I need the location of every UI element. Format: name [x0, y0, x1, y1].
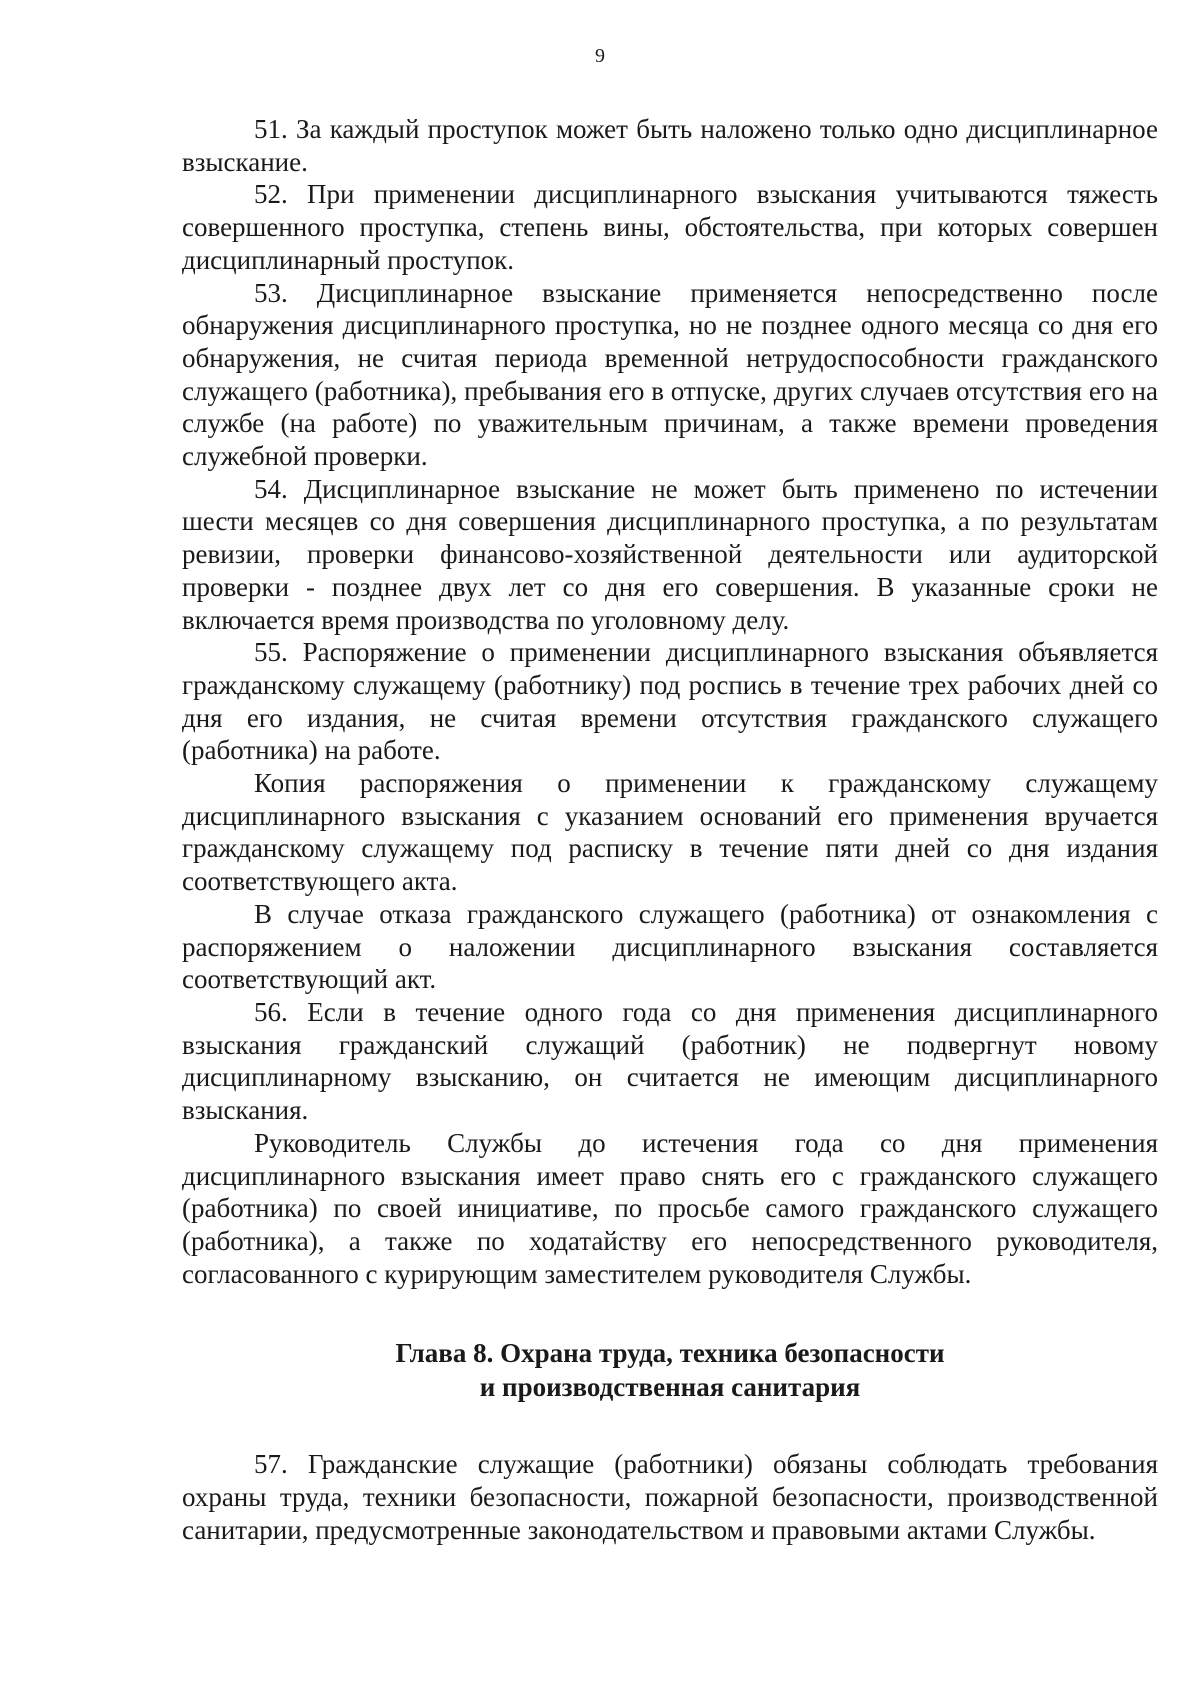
paragraph-55-refusal: В случае отказа гражданского служащего (работника) от ознакомления с распоряжением о наложении дисциплинарного взыскания составляется соответствующий акт.	[182, 898, 1158, 995]
paragraph-56-head: Руководитель Службы до истечения года со дня применения дисциплинарного взыскания имеет право снять его с гражданского служащего (работника) по своей инициативе, по просьбе самого гражданского служащего (работника), а также по ходатайству его непосредственного руководителя, согласованного с курирующим заместителем руководителя Службы.	[182, 1127, 1158, 1289]
page-number: 9	[595, 45, 605, 67]
paragraph-56: 56. Если в течение одного года со дня применения дисциплинарного взыскания гражданский служащий (работник) не подвергнут новому дисциплинарному взысканию, он считается не имеющим дисциплинарного взыскания.	[182, 996, 1158, 1126]
paragraph-57: 57. Гражданские служащие (работники) обязаны соблюдать требования охраны труда, техники безопасности, пожарной безопасности, производственной санитарии, предусмотренные законодательством и правовыми актами Службы.	[182, 1449, 1158, 1545]
paragraph-54: 54. Дисциплинарное взыскание не может быть применено по истечении шести месяцев со дня совершения дисциплинарного проступка, а по результатам ревизии, проверки финансово-хозяйственной деятельности или аудиторской проверки - позднее двух лет со дня его совершения. В указанные сроки не включается время производства по уголовному делу.	[182, 473, 1158, 635]
paragraph-51: 51. За каждый проступок может быть наложено только одно дисциплинарное взыскание.	[182, 114, 1158, 177]
paragraph-55: 55. Распоряжение о применении дисциплинарного взыскания объявляется гражданскому служащему (работнику) под роспись в течение трех рабочих дней со дня его издания, не считая времени отсутствия гражданского служащего (работника) на работе.	[182, 637, 1158, 766]
chapter-title-line-1: Глава 8. Охрана труда, техника безопасности	[395, 1338, 945, 1369]
paragraph-55-copy: Копия распоряжения о применении к гражданскому служащему дисциплинарного взыскания с указанием оснований его применения вручается гражданскому служащему под расписку в течение пяти дней со дня издания соответствующего акта.	[182, 768, 1158, 897]
paragraph-53: 53. Дисциплинарное взыскание применяется непосредственно после обнаружения дисциплинарного проступка, но не позднее одного месяца со дня его обнаружения, не считая периода временной нетрудоспособности гражданского служащего (работника), пребывания его в отпуске, других случаев отсутствия его на службе (на работе) по уважительным причинам, а также времени проведения служебной проверки.	[182, 277, 1158, 472]
chapter-title-line-2: и производственная санитария	[479, 1372, 861, 1403]
document-body	[182, 113, 1158, 1546]
chapter-title	[182, 1336, 1158, 1404]
paragraph-52: 52. При применении дисциплинарного взыскания учитываются тяжесть совершенного проступка, степень вины, обстоятельства, при которых совершен дисциплинарный проступок.	[182, 179, 1158, 275]
